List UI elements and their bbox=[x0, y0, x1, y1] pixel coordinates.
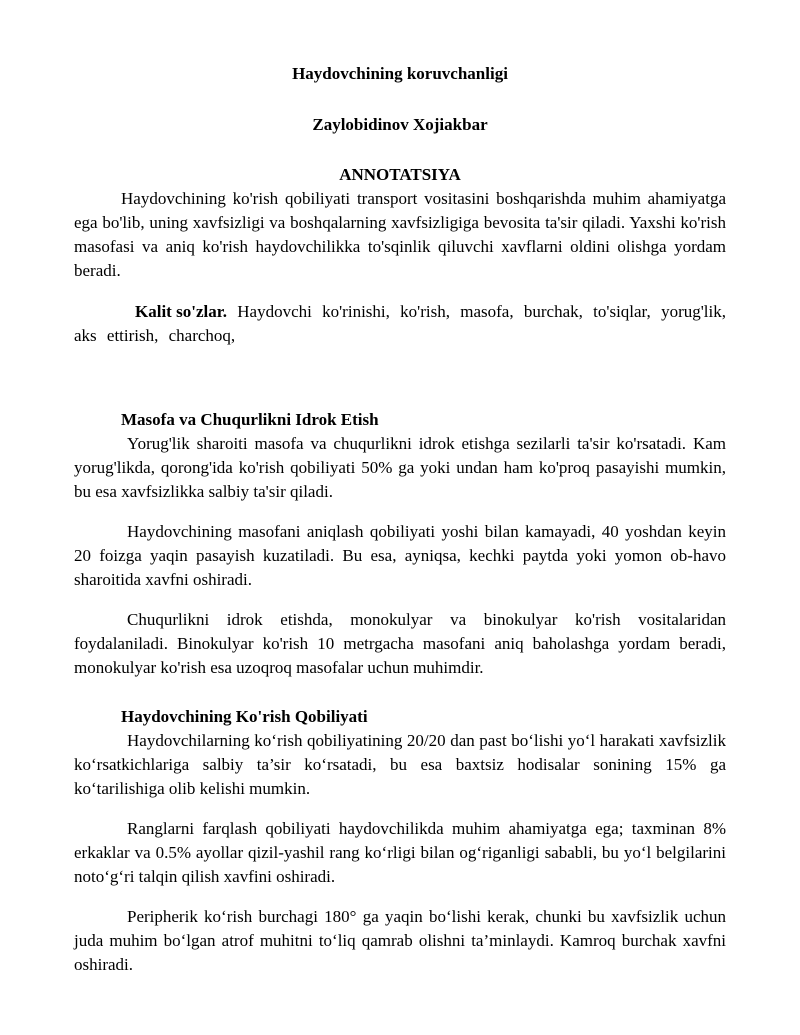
document-title: Haydovchining koruvchanligi bbox=[292, 64, 508, 83]
annotation-heading: ANNOTATSIYA bbox=[339, 165, 461, 184]
keywords-text: Haydovchi ko'rinishi, ko'rish, masofa, burchak, to'siqlar, yorug'lik, aks ettirish, charchoq, bbox=[74, 302, 726, 345]
keywords-paragraph bbox=[74, 300, 726, 348]
section-paragraph: Haydovchining masofani aniqlash qobiliyati yoshi bilan kamayadi, 40 yoshdan keyin 20 foizga yaqin pasayish kuzatiladi. Bu esa, ayniqsa, kechki paytda yoki yomon ob-havo sharoitida xavfni oshiradi. bbox=[74, 522, 726, 589]
section-heading: Haydovchining Ko'rish Qobiliyati bbox=[121, 707, 368, 726]
section-paragraph: Yorug'lik sharoiti masofa va chuqurlikni idrok etishga sezilarli ta'sir ko'rsatadi. Kam yorug'likda, qorong'ida ko'rish qobiliyati 50% ga yoki undan ham ko'proq pasayishi mumkin, bu esa xavfsizlikka salbiy ta'sir qiladi. bbox=[74, 434, 726, 501]
annotation-text: Haydovchining ko'rish qobiliyati transport vositasini boshqarishda muhim ahamiyatga ega bo'lib, uning xavfsizligi va boshqalarning xavfsizligiga bevosita ta'sir qiladi. Yaxshi ko'rish masofasi va aniq ko'rish haydovchilikka to'sqinlik qiluvchi xavflarni oldini olishga yordam beradi. bbox=[74, 189, 726, 280]
section-paragraph: Haydovchilarning ko‘rish qobiliyatining 20/20 dan past bo‘lishi yo‘l harakati xavfsizlik ko‘rsatkichlariga salbiy ta’sir ko‘rsatadi, bu esa baxtsiz hodisalar sonining 15% ga ko‘tarilishiga olib kelishi mumkin. bbox=[74, 731, 726, 798]
section-paragraph: Ranglarni farqlash qobiliyati haydovchilikda muhim ahamiyatga ega; taxminan 8% erkaklar va 0.5% ayollar qizil-yashil rang ko‘rligi bilan og‘riganligi sababli, bu yo‘l belgilarini noto‘g‘ri talqin qilish xavfini oshiradi. bbox=[74, 819, 726, 886]
keywords-label: Kalit so'zlar. bbox=[135, 302, 227, 321]
author-name: Zaylobidinov Xojiakbar bbox=[312, 115, 488, 134]
section-paragraph: Peripherik ko‘rish burchagi 180° ga yaqin bo‘lishi kerak, chunki bu xavfsizlik uchun juda muhim bo‘lgan atrof muhitni to‘liq qamrab olishni ta’minlaydi. Kamroq burchak xavfni oshiradi. bbox=[74, 907, 726, 974]
section-heading: Masofa va Chuqurlikni Idrok Etish bbox=[121, 410, 379, 429]
section-paragraph: Chuqurlikni idrok etishda, monokulyar va binokulyar ko'rish vositalaridan foydalaniladi. Binokulyar ko'rish 10 metrgacha masofani aniq baholashga yordam beradi, monokulyar ko'rish esa uzoqroq masofalar uchun muhimdir. bbox=[74, 610, 726, 677]
